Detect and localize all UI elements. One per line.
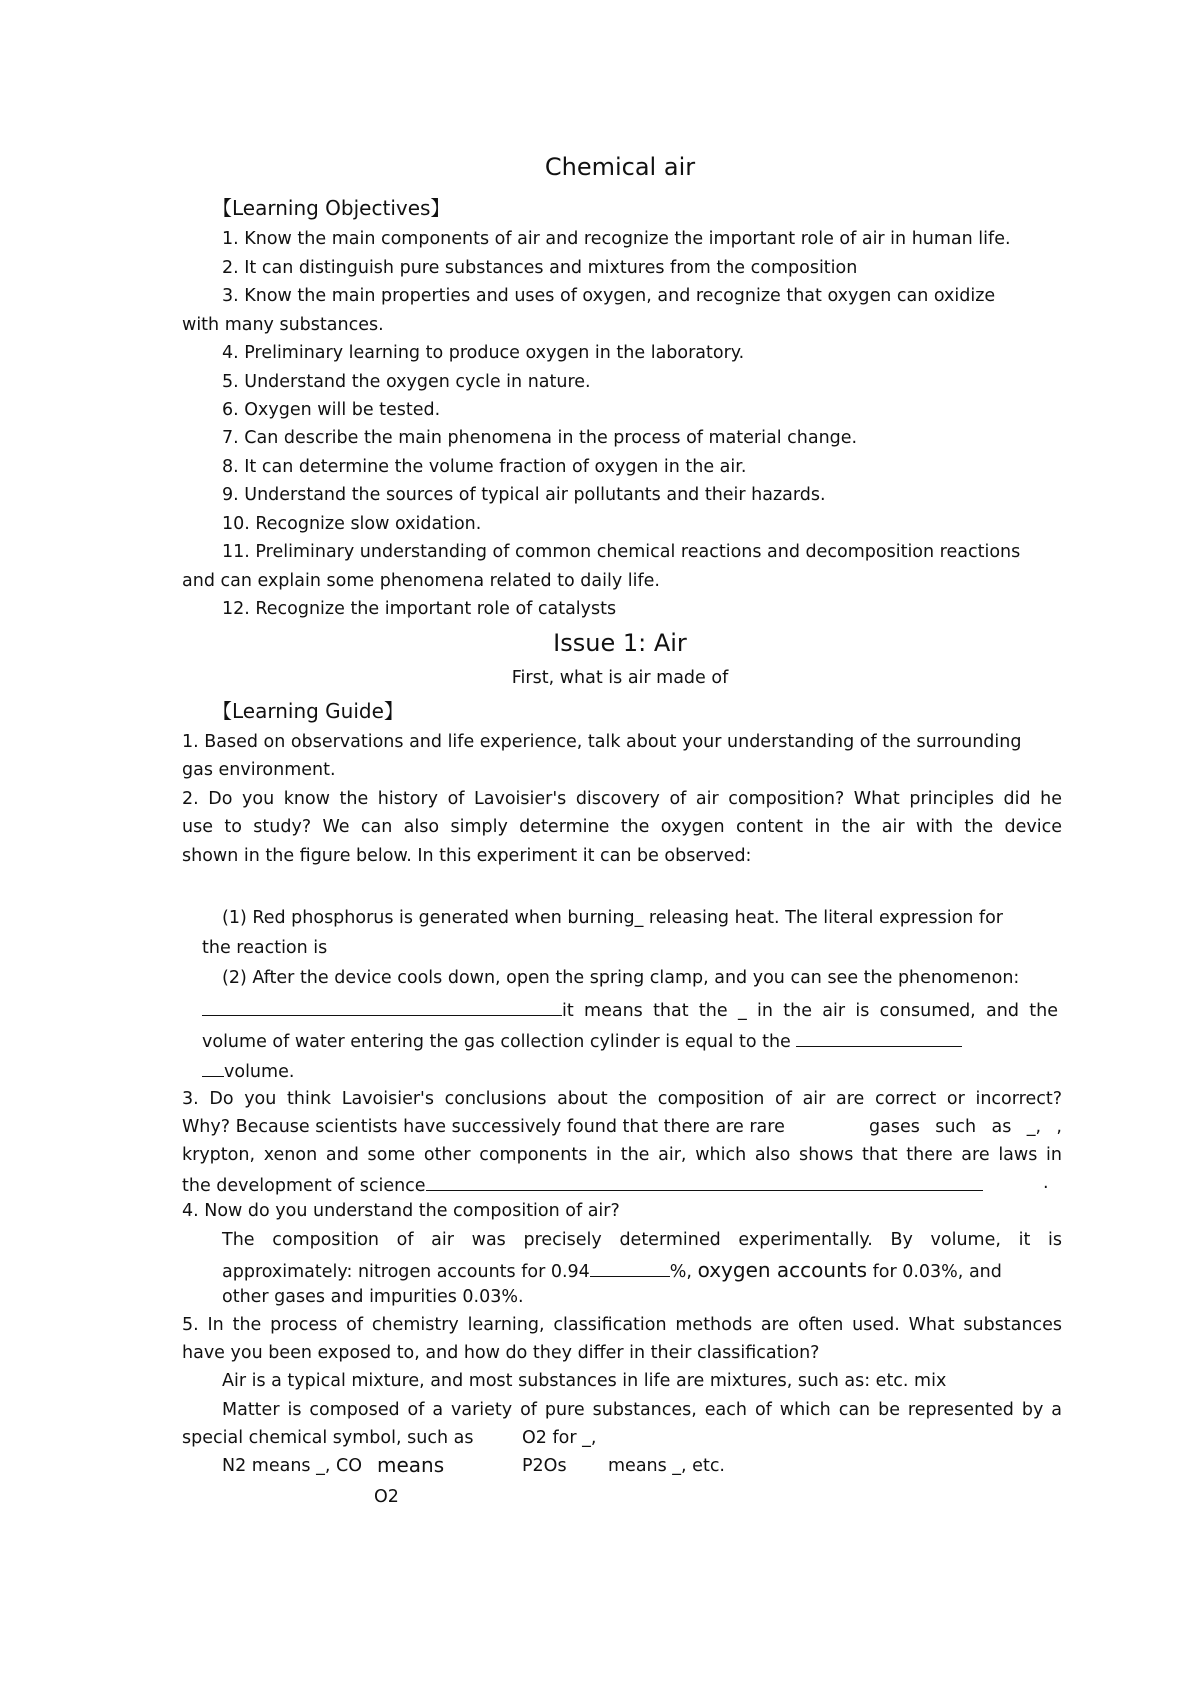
objective-item: 3. Know the main properties and uses of oxygen, and recognize that oxygen can oxidize (222, 286, 996, 306)
objective-item: 9. Understand the sources of typical air pollutants and their hazards. (222, 485, 826, 505)
guide-paragraph: The composition of air was precisely determined experimentally. By volume, it is (222, 1230, 1062, 1250)
guide-paragraph: %, (669, 1262, 692, 1282)
guide-paragraph: use to study? We can also simply determine the oxygen content in the air with the device (182, 817, 1062, 837)
guide-paragraph: krypton, xenon and some other components in the air, which also shows that there are laws in (182, 1145, 1062, 1165)
guide-paragraph-line (182, 1173, 983, 1197)
objective-item: 2. It can distinguish pure substances and mixtures from the composition (222, 258, 858, 278)
objectives-heading: 【Learning Objectives】 (212, 196, 451, 220)
question-line (202, 998, 1062, 1022)
objective-item: 6. Oxygen will be tested. (222, 400, 441, 420)
guide-paragraph: shown in the figure below. In this experiment it can be observed: (182, 846, 752, 866)
guide-paragraph: means (377, 1453, 445, 1477)
page-title: Chemical air (544, 153, 696, 181)
guide-paragraph: . (1043, 1173, 1049, 1193)
issue-subheading: First, what is air made of (511, 668, 729, 688)
guide-paragraph: gas environment. (182, 760, 336, 780)
answer-blank[interactable] (426, 1173, 983, 1191)
objective-item: 8. It can determine the volume fraction of oxygen in the air. (222, 457, 747, 477)
guide-paragraph: Why? Because scientists have successively found that there are rare (182, 1117, 785, 1137)
guide-paragraph: special chemical symbol, such as (182, 1428, 474, 1448)
answer-blank[interactable] (202, 998, 562, 1016)
guide-paragraph: 4. Now do you understand the composition of air? (182, 1201, 620, 1221)
guide-paragraph: the development of science (182, 1176, 426, 1196)
question-text: (1) Red phosphorus is generated when burning_ releasing heat. The literal expression for (222, 908, 1003, 928)
guide-paragraph: for 0.03%, and (872, 1262, 1002, 1282)
guide-paragraph: gases such as _, , (869, 1117, 1062, 1137)
guide-paragraph: means _, etc. (608, 1456, 725, 1476)
guide-paragraph: have you been exposed to, and how do they differ in their classification? (182, 1343, 820, 1363)
objective-item: 5. Understand the oxygen cycle in nature. (222, 372, 591, 392)
question-text: volume. (224, 1062, 295, 1082)
objective-item: 7. Can describe the main phenomena in the process of material change. (222, 428, 858, 448)
guide-paragraph-line (182, 1117, 785, 1138)
answer-blank[interactable] (590, 1259, 670, 1277)
objective-item: 1. Know the main components of air and recognize the important role of air in human life. (222, 229, 1011, 249)
question-line (202, 1059, 294, 1083)
answer-blank[interactable] (796, 1029, 962, 1047)
issue-heading: Issue 1: Air (553, 629, 687, 657)
guide-heading: 【Learning Guide】 (212, 699, 404, 723)
objective-item: 12. Recognize the important role of catalysts (222, 599, 617, 619)
guide-paragraph: 1. Based on observations and life experience, talk about your understanding of the surrounding (182, 732, 1022, 752)
question-text: volume of water entering the gas collection cylinder is equal to the (202, 1032, 791, 1052)
objective-item: 11. Preliminary understanding of common chemical reactions and decomposition reactions (222, 542, 1021, 562)
question-text: the reaction is (202, 938, 328, 958)
question-text: it means that the _ in the air is consumed, and the (562, 1001, 1058, 1021)
objective-item: 4. Preliminary learning to produce oxygen in the laboratory. (222, 343, 745, 363)
guide-paragraph: 5. In the process of chemistry learning, classification methods are often used. What substances (182, 1315, 1062, 1335)
guide-paragraph: N2 means _, CO (222, 1456, 362, 1476)
guide-paragraph: O2 (374, 1487, 399, 1507)
objective-item: and can explain some phenomena related to daily life. (182, 571, 660, 591)
guide-paragraph: P2Os (522, 1456, 567, 1476)
objective-item: with many substances. (182, 315, 384, 335)
objective-item: 10. Recognize slow oxidation. (222, 514, 482, 534)
guide-paragraph: approximately: nitrogen accounts for 0.94 (222, 1262, 590, 1282)
answer-blank[interactable] (202, 1059, 224, 1077)
guide-paragraph-line (222, 1258, 1002, 1283)
guide-paragraph: O2 for _, (522, 1428, 597, 1448)
guide-paragraph: Matter is composed of a variety of pure substances, each of which can be represented by a (222, 1400, 1062, 1420)
question-text: (2) After the device cools down, open the spring clamp, and you can see the phenomenon: (222, 968, 1020, 988)
guide-paragraph: Air is a typical mixture, and most substances in life are mixtures, such as: etc. mix (222, 1371, 947, 1391)
guide-paragraph: 2. Do you know the history of Lavoisier's discovery of air composition? What principles did he (182, 789, 1062, 809)
guide-paragraph: 3. Do you think Lavoisier's conclusions about the composition of air are correct or incorrect? (182, 1089, 1062, 1109)
question-line (202, 1029, 962, 1053)
guide-paragraph: other gases and impurities 0.03%. (222, 1287, 524, 1307)
guide-paragraph: oxygen accounts (697, 1258, 868, 1282)
